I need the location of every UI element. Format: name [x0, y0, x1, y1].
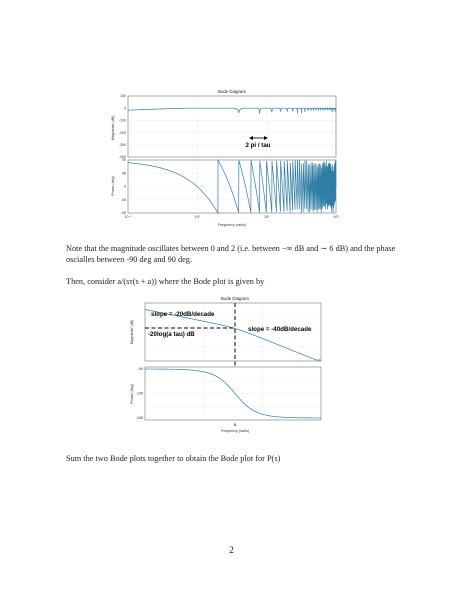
- page-number: 2: [229, 545, 234, 555]
- y-tick-label: -300: [118, 143, 126, 147]
- x-tick-label: 10²: [333, 215, 339, 219]
- phase-ylabel: Phase (deg): [111, 176, 115, 196]
- y-tick-label: -180: [135, 416, 143, 421]
- corner-frequency-label: a: [233, 422, 237, 427]
- magnitude-ylabel-2: Magnitude (dB): [130, 319, 134, 345]
- y-tick-label: -135: [135, 391, 143, 396]
- y-tick-label: -90: [120, 211, 126, 216]
- annotation-label: 2 pi / tau: [245, 142, 271, 149]
- figure-1-xlabel: Frequency (rad/s): [217, 223, 247, 227]
- figure-2: [125, 295, 325, 437]
- figure-1-title: Bode Diagram: [217, 89, 247, 94]
- paragraph-oscillation-note: [66, 243, 406, 265]
- figure-2-xlabel: Frequency (rad/s): [220, 429, 250, 433]
- phase-tick-labels: [121, 158, 126, 215]
- period-annotation: [245, 136, 270, 149]
- figure-1: [108, 88, 339, 228]
- y-tick-label: -90: [137, 367, 143, 372]
- x-tick-labels: [124, 215, 339, 219]
- x-tick-label: 10¹: [264, 215, 270, 219]
- bode-plot-1: [108, 88, 339, 228]
- phase-tick-labels-2: [136, 367, 143, 420]
- slope-20-label: slope = -20dB/decade: [151, 311, 215, 318]
- y-tick-label: 0: [124, 106, 126, 111]
- slope-40-label: slope = -40dB/decade: [248, 326, 312, 333]
- y-tick-label: -200: [118, 130, 126, 135]
- paragraph-1-line-1: Note that the magnitude oscillates between 0 and 2 (i.e. between −∞ dB and ∼ 6 dB) and the phase: [66, 244, 396, 253]
- phase-ylabel-2: Phase (deg): [130, 384, 134, 404]
- x-tick-label: 10⁰: [194, 215, 201, 219]
- y-tick-label: 90: [122, 158, 126, 163]
- paragraph-2-text: Then, consider a/(sτ(s + a)) where the Bode plot is given by: [66, 277, 265, 286]
- magnitude-tick-labels: [119, 94, 126, 159]
- bode-plot-2: [125, 295, 325, 437]
- y-tick-label: -45: [120, 197, 126, 202]
- magnitude-axes: [128, 96, 336, 157]
- y-tick-label: 100: [120, 94, 126, 99]
- paragraph-1-line-2: oscialles between -90 deg and 90 deg.: [66, 255, 193, 264]
- figure-2-title: Bode Diagram: [220, 296, 250, 301]
- magnitude-ylabel: Magnitude (dB): [111, 115, 115, 141]
- x-tick-label: 10⁻¹: [124, 215, 132, 219]
- paragraph-consider-transfer: [66, 276, 406, 287]
- level-label: -20log(a tau) dB: [148, 331, 195, 338]
- y-tick-label: 45: [122, 171, 126, 176]
- paragraph-3-text: Sum the two Bode plots together to obtain the Bode plot for P(s): [66, 454, 281, 463]
- y-tick-label: -100: [118, 118, 126, 123]
- paragraph-sum-plots: [66, 453, 406, 464]
- y-tick-label: 0: [124, 184, 126, 189]
- y-tick-label: -400: [118, 155, 126, 160]
